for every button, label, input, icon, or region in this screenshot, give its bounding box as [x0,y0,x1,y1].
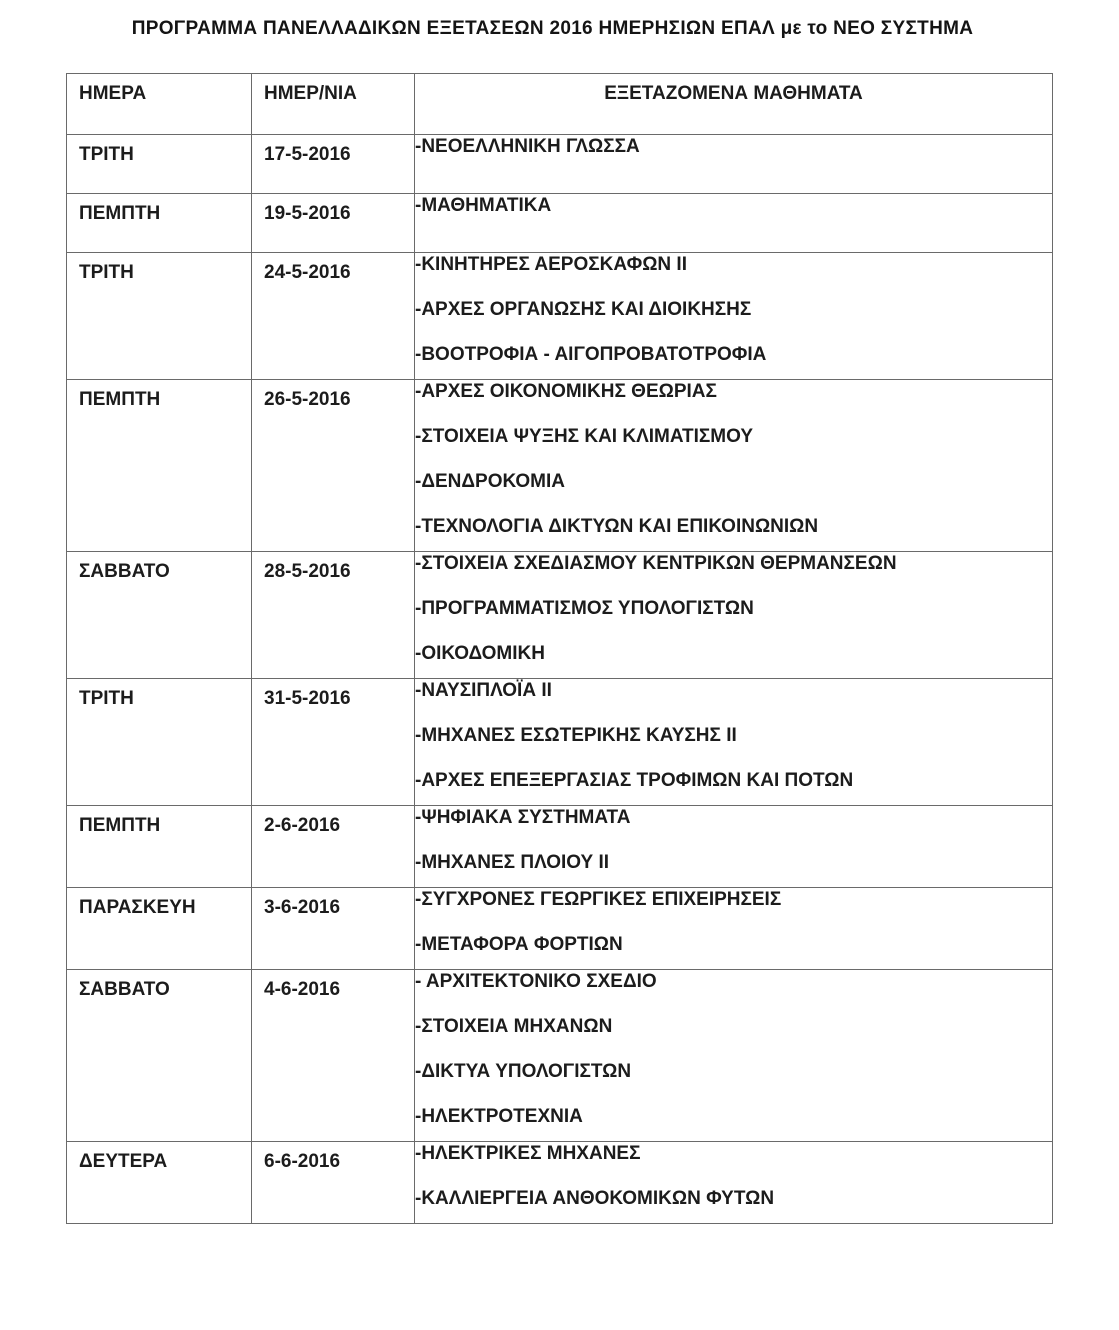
subject-item: -ΠΡΟΓΡΑΜΜΑΤΙΣΜΟΣ ΥΠΟΛΟΓΙΣΤΩΝ [415,598,754,619]
subjects-cell [415,806,1053,888]
day-value: ΣΑΒΒΑΤΟ [79,979,170,1000]
date-value: 28-5-2016 [264,561,351,582]
subjects-cell [415,194,1053,253]
subject-item: -ΜΕΤΑΦΟΡΑ ΦΟΡΤΙΩΝ [415,934,623,955]
day-value: ΠΑΡΑΣΚΕΥΗ [79,897,196,918]
subject-item: -ΔΙΚΤΥΑ ΥΠΟΛΟΓΙΣΤΩΝ [415,1061,632,1082]
date-cell [252,552,415,679]
date-value: 3-6-2016 [264,897,341,918]
table-row [67,194,1053,253]
subjects-cell [415,888,1053,970]
subjects-cell [415,679,1053,806]
day-value: ΤΡΙΤΗ [79,688,134,709]
date-value: 24-5-2016 [264,262,351,283]
date-cell [252,194,415,253]
day-cell [67,679,252,806]
header-subjects-label: ΕΞΕΤΑΖΟΜΕΝΑ ΜΑΘΗΜΑΤΑ [604,83,863,104]
table-row [67,679,1053,806]
day-value: ΠΕΜΠΤΗ [79,203,161,224]
subject-item: -ΜΑΘΗΜΑΤΙΚΑ [415,195,552,216]
date-value: 2-6-2016 [264,815,341,836]
table-row [67,970,1053,1142]
subject-item: -ΔΕΝΔΡΟΚΟΜΙΑ [415,471,565,492]
subjects-cell [415,135,1053,194]
date-value: 31-5-2016 [264,688,351,709]
subjects-cell [415,1142,1053,1224]
table-row [67,888,1053,970]
day-value: ΣΑΒΒΑΤΟ [79,561,170,582]
table-row [67,1142,1053,1224]
header-subjects [415,74,1053,135]
date-value: 19-5-2016 [264,203,351,224]
date-cell [252,1142,415,1224]
subject-item: -ΜΗΧΑΝΕΣ ΕΣΩΤΕΡΙΚΗΣ ΚΑΥΣΗΣ ΙΙ [415,725,737,746]
subjects-cell [415,552,1053,679]
date-cell [252,135,415,194]
exam-schedule-table [66,73,1053,1224]
subject-item: -ΗΛΕΚΤΡΟΤΕΧΝΙΑ [415,1106,583,1127]
subjects-cell [415,380,1053,552]
day-value: ΠΕΜΠΤΗ [79,815,161,836]
subject-item: -ΗΛΕΚΤΡΙΚΕΣ ΜΗΧΑΝΕΣ [415,1143,641,1164]
date-value: 6-6-2016 [264,1151,341,1172]
subject-item: -ΒΟΟΤΡΟΦΙΑ - ΑΙΓΟΠΡΟΒΑΤΟΤΡΟΦΙΑ [415,344,767,365]
header-day [67,74,252,135]
day-cell [67,806,252,888]
day-value: ΔΕΥΤΕΡΑ [79,1151,168,1172]
table-body [67,135,1053,1224]
subject-item: - ΑΡΧΙΤΕΚΤΟΝΙΚΟ ΣΧΕΔΙΟ [415,971,657,992]
day-value: ΤΡΙΤΗ [79,262,134,283]
day-cell [67,380,252,552]
date-value: 17-5-2016 [264,144,351,165]
table-header-row [67,74,1053,135]
day-cell [67,1142,252,1224]
date-cell [252,888,415,970]
day-cell [67,552,252,679]
table-row [67,253,1053,380]
day-value: ΤΡΙΤΗ [79,144,134,165]
subject-item: -ΨΗΦΙΑΚΑ ΣΥΣΤΗΜΑΤΑ [415,807,631,828]
header-day-label: ΗΜΕΡΑ [79,83,147,104]
day-value: ΠΕΜΠΤΗ [79,389,161,410]
day-cell [67,194,252,253]
subject-item: -ΚΑΛΛΙΕΡΓΕΙΑ ΑΝΘΟΚΟΜΙΚΩΝ ΦΥΤΩΝ [415,1188,775,1209]
date-value: 26-5-2016 [264,389,351,410]
day-cell [67,135,252,194]
table-row [67,806,1053,888]
date-cell [252,806,415,888]
header-date-label: ΗΜΕΡ/ΝΙΑ [264,83,357,104]
date-cell [252,679,415,806]
header-date [252,74,415,135]
subject-item: -ΟΙΚΟΔΟΜΙΚΗ [415,643,545,664]
subject-item: -ΣΤΟΙΧΕΙΑ ΣΧΕΔΙΑΣΜΟΥ ΚΕΝΤΡΙΚΩΝ ΘΕΡΜΑΝΣΕΩΝ [415,553,897,574]
subject-item: -ΣΥΓΧΡΟΝΕΣ ΓΕΩΡΓΙΚΕΣ ΕΠΙΧΕΙΡΗΣΕΙΣ [415,889,782,910]
subject-item: -ΣΤΟΙΧΕΙΑ ΜΗΧΑΝΩΝ [415,1016,613,1037]
table-row [67,135,1053,194]
date-value: 4-6-2016 [264,979,341,1000]
document-title: ΠΡΟΓΡΑΜΜΑ ΠΑΝΕΛΛΑΔΙΚΩΝ ΕΞΕΤΑΣΕΩΝ 2016 ΗΜΕΡΗΣΙΩΝ ΕΠΑΛ με το ΝΕΟ ΣΥΣΤΗΜΑ [131,18,974,39]
day-cell [67,253,252,380]
date-cell [252,380,415,552]
day-cell [67,970,252,1142]
subject-item: -ΑΡΧΕΣ ΟΡΓΑΝΩΣΗΣ ΚΑΙ ΔΙΟΙΚΗΣΗΣ [415,299,752,320]
subject-item: -ΑΡΧΕΣ ΕΠΕΞΕΡΓΑΣΙΑΣ ΤΡΟΦΙΜΩΝ ΚΑΙ ΠΟΤΩΝ [415,770,854,791]
table-row [67,552,1053,679]
table-row [67,380,1053,552]
day-cell [67,888,252,970]
subject-item: -ΤΕΧΝΟΛΟΓΙΑ ΔΙΚΤΥΩΝ ΚΑΙ ΕΠΙΚΟΙΝΩΝΙΩΝ [415,516,819,537]
subjects-cell [415,970,1053,1142]
subject-item: -ΝΑΥΣΙΠΛΟΪΑ ΙΙ [415,680,552,701]
date-cell [252,970,415,1142]
subject-item: -ΜΗΧΑΝΕΣ ΠΛΟΙΟΥ ΙΙ [415,852,610,873]
date-cell [252,253,415,380]
subject-item: -ΑΡΧΕΣ ΟΙΚΟΝΟΜΙΚΗΣ ΘΕΩΡΙΑΣ [415,381,717,402]
subject-item: -ΣΤΟΙΧΕΙΑ ΨΥΞΗΣ ΚΑΙ ΚΛΙΜΑΤΙΣΜΟΥ [415,426,754,447]
subject-item: -ΚΙΝΗΤΗΡΕΣ ΑΕΡΟΣΚΑΦΩΝ ΙΙ [415,254,687,275]
subject-item: -ΝΕΟΕΛΛΗΝΙΚΗ ΓΛΩΣΣΑ [415,136,640,157]
subjects-cell [415,253,1053,380]
